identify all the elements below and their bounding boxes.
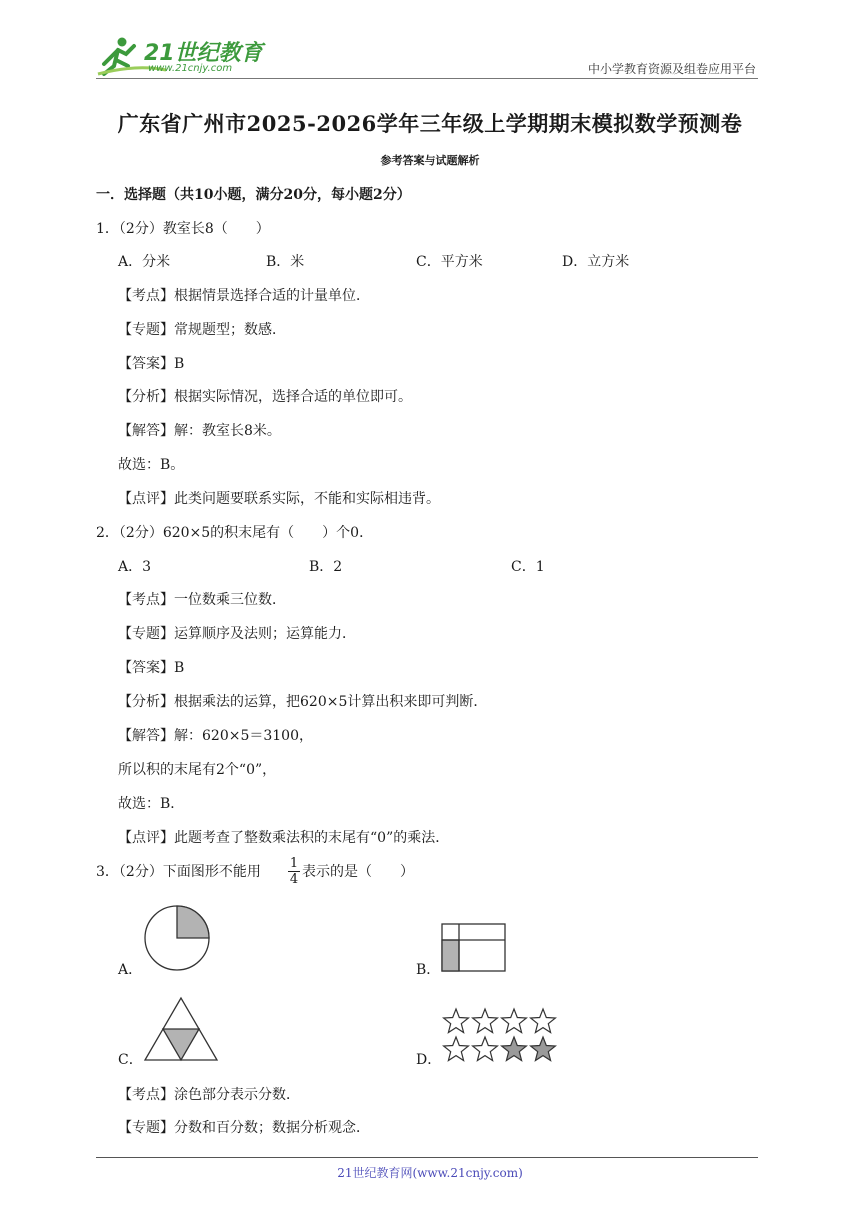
section-heading: 一．选择题（共10小题，满分20分，每小题2分） <box>96 187 411 203</box>
q1-option-b: B．米 <box>266 254 305 270</box>
q3-option-b-label: B． <box>416 962 441 978</box>
header-divider <box>96 78 758 79</box>
platform-name: 中小学教育资源及组卷应用平台 <box>587 62 756 76</box>
star-icon <box>473 1037 498 1061</box>
page-title: 广东省广州市2025-2026学年三年级上学期期末模拟数学预测卷 <box>117 111 743 136</box>
stars-figure <box>442 1008 560 1066</box>
q3-stem-a: 3．（2分）下面图形不能用 <box>96 864 261 880</box>
footer-divider <box>96 1157 758 1158</box>
q1-kaodian: 【考点】根据情景选择合适的计量单位． <box>118 288 370 304</box>
q1-stem: 1．（2分）教室长8（ ） <box>96 221 270 237</box>
star-icon <box>444 1037 469 1061</box>
q3-option-d-label: D． <box>416 1052 442 1068</box>
q1-answer: 【答案】B <box>118 356 185 372</box>
q1-option-d: D．立方米 <box>562 254 630 270</box>
q2-option-a: A．3 <box>118 559 152 575</box>
split-rectangle-figure <box>441 923 507 973</box>
fraction-denominator: 4 <box>289 872 299 887</box>
triangle-figure <box>143 996 221 1062</box>
star-icon <box>531 1009 556 1033</box>
q2-choice: 故选：B． <box>118 796 185 812</box>
q2-zhuanti: 【专题】运算顺序及法则；运算能力． <box>118 626 356 642</box>
q2-comment: 【点评】此题考查了整数乘法积的末尾有“0”的乘法． <box>118 830 450 846</box>
logo-text: 21世纪教育 <box>144 41 263 66</box>
q3-zhuanti: 【专题】分数和百分数；数据分析观念． <box>118 1120 370 1136</box>
q1-zhuanti: 【专题】常规题型；数感． <box>118 322 286 338</box>
q2-kaodian: 【考点】一位数乘三位数． <box>118 592 286 608</box>
quarter-circle-figure <box>144 905 212 973</box>
footer-text: 21世纪教育网(www.21cnjy.com) <box>337 1166 523 1180</box>
star-icon <box>444 1009 469 1033</box>
q1-comment: 【点评】此类问题要联系实际，不能和实际相违背。 <box>118 491 440 507</box>
shaded-star-icon <box>502 1037 527 1061</box>
q2-option-b: B．2 <box>309 559 343 575</box>
q1-option-a: A．分米 <box>118 254 171 270</box>
star-icon <box>473 1009 498 1033</box>
q1-analysis: 【分析】根据实际情况，选择合适的单位即可。 <box>118 389 412 405</box>
q2-analysis: 【分析】根据乘法的运算，把620×5计算出积来即可判断． <box>118 694 488 710</box>
fraction-one-quarter <box>288 856 300 887</box>
shaded-star-icon <box>531 1037 556 1061</box>
page-subtitle: 参考答案与试题解析 <box>380 154 480 167</box>
q2-answer: 【答案】B <box>118 660 185 676</box>
q2-option-c: C．1 <box>511 559 545 575</box>
q2-solution: 【解答】解：620×5＝3100， <box>118 728 313 744</box>
q3-option-a-label: A． <box>118 962 143 978</box>
q3-option-c-label: C． <box>118 1052 143 1068</box>
q1-solution: 【解答】解：教室长8米。 <box>118 423 281 439</box>
logo-url: www.21cnjy.com <box>148 63 233 74</box>
site-logo <box>96 34 266 78</box>
star-icon <box>502 1009 527 1033</box>
q3-stem-b: 表示的是（ ） <box>302 864 414 880</box>
q1-option-c: C．平方米 <box>416 254 483 270</box>
q2-stem: 2．（2分）620×5的积末尾有（ ）个0． <box>96 525 374 541</box>
fraction-numerator: 1 <box>289 856 299 871</box>
q3-kaodian: 【考点】涂色部分表示分数． <box>118 1087 300 1103</box>
q1-choice: 故选：B。 <box>118 457 185 473</box>
q2-solution-line2: 所以积的末尾有2个“0”， <box>118 762 277 778</box>
